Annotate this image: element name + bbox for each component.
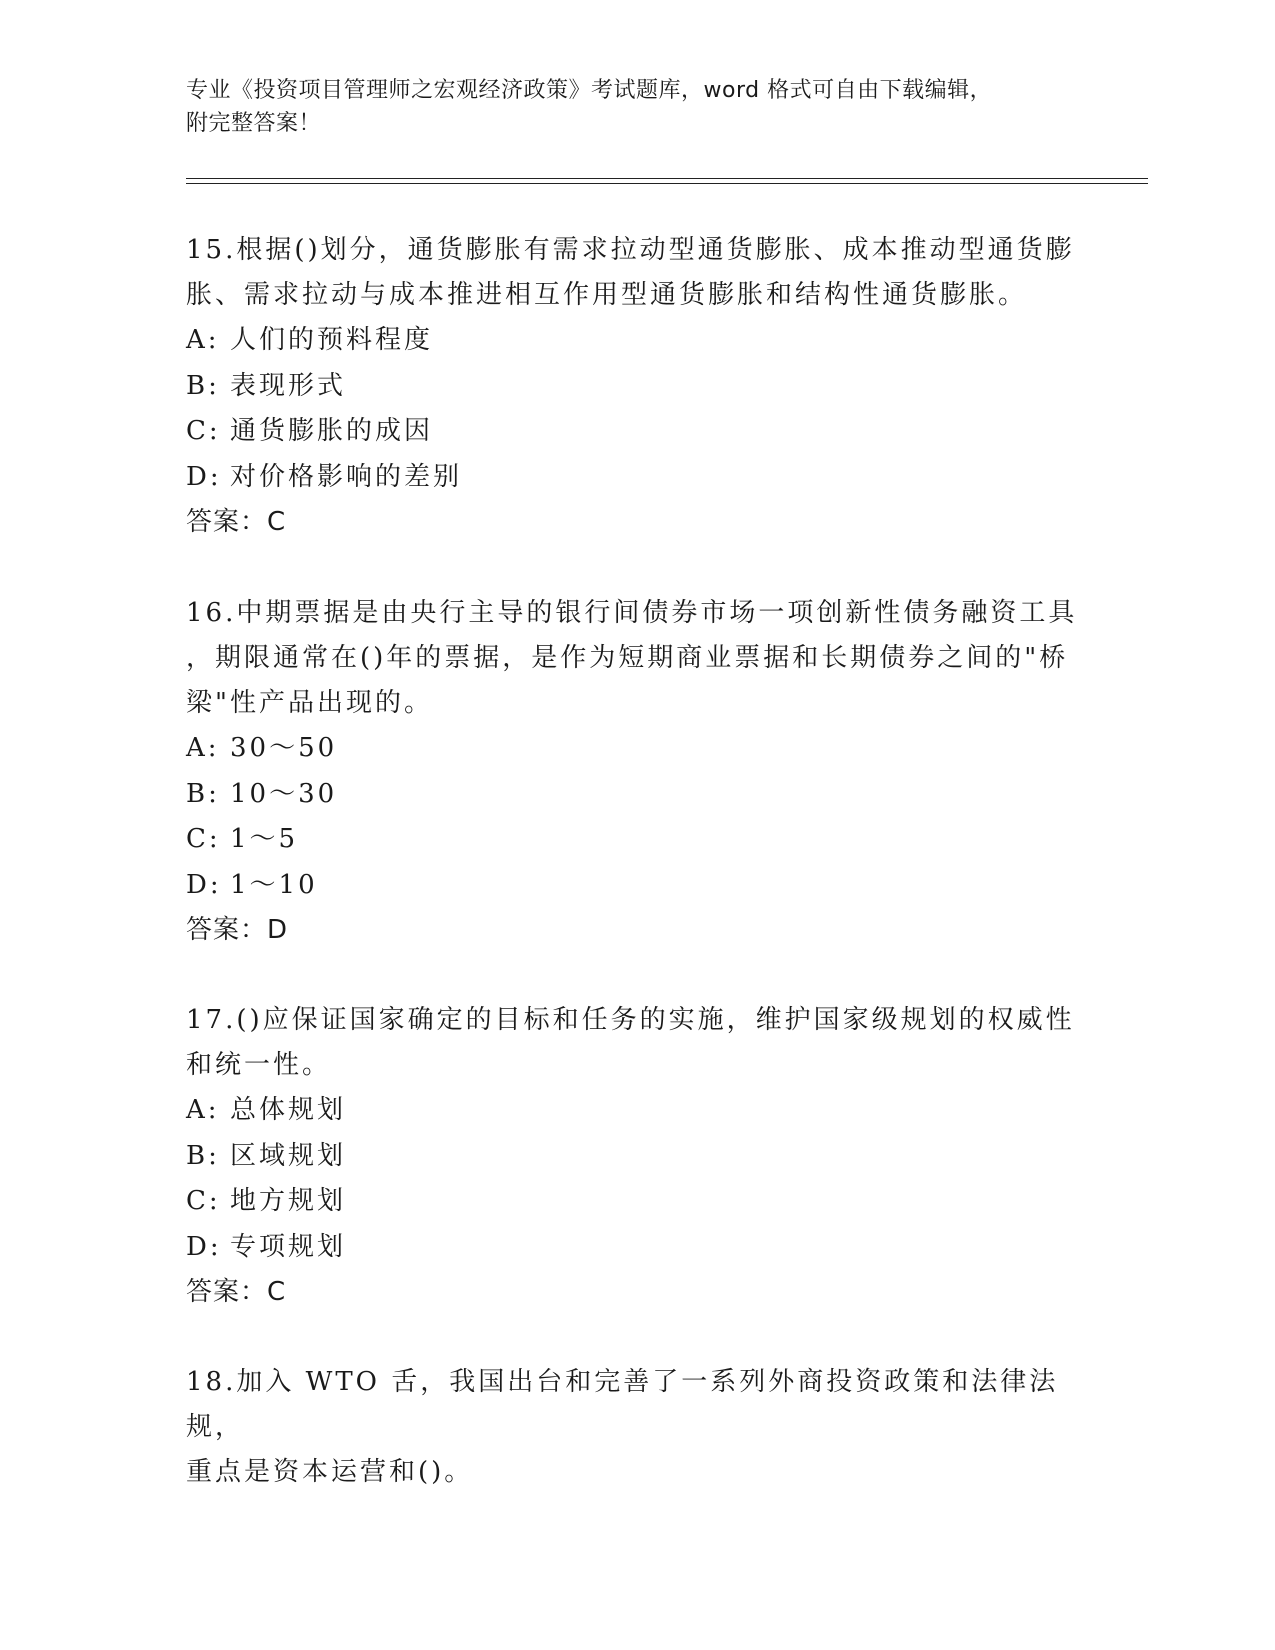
option-text: 表现形式 bbox=[230, 370, 347, 401]
option-c bbox=[186, 817, 1086, 863]
question-15 bbox=[186, 228, 1086, 545]
option-d bbox=[186, 863, 1086, 909]
option-text: 通货膨胀的成因 bbox=[230, 416, 434, 446]
answer-line: 答案：D bbox=[186, 915, 289, 945]
option-c bbox=[186, 1179, 1086, 1225]
option-label: D: bbox=[186, 1231, 222, 1262]
option-text: 区域规划 bbox=[230, 1140, 347, 1171]
option-a bbox=[186, 318, 1086, 364]
option-text: 30～50 bbox=[230, 733, 338, 763]
option-label: D: bbox=[186, 461, 222, 492]
question-stem-line: 16.中期票据是由央行主导的银行间债券市场一项创新性债务融资工具 bbox=[186, 598, 1078, 628]
option-text: 对价格影响的差别 bbox=[230, 461, 463, 492]
option-label: A: bbox=[186, 325, 220, 355]
question-stem-line: 梁"性产品出现的。 bbox=[186, 688, 433, 718]
option-text: 10～30 bbox=[230, 778, 338, 809]
question-stem-line: 胀、需求拉动与成本推进相互作用型通货膨胀和结构性通货膨胀。 bbox=[186, 280, 1028, 310]
option-text: 专项规划 bbox=[230, 1231, 347, 1262]
option-text: 地方规划 bbox=[230, 1186, 347, 1216]
question-stem-line: 15.根据()划分，通货膨胀有需求拉动型通货膨胀、成本推动型通货膨 bbox=[186, 235, 1075, 265]
option-d bbox=[186, 1225, 1086, 1271]
document-header bbox=[186, 74, 1086, 140]
option-label: A: bbox=[186, 1095, 220, 1125]
option-b bbox=[186, 772, 1086, 818]
option-text: 总体规划 bbox=[230, 1095, 347, 1125]
option-label: C: bbox=[186, 416, 221, 446]
option-b bbox=[186, 1134, 1086, 1180]
question-stem-line: ，期限通常在()年的票据，是作为短期商业票据和长期债券之间的"桥 bbox=[186, 643, 1069, 673]
option-c bbox=[186, 409, 1086, 455]
question-stem-line: 18.加入 WTO 舌，我国出台和完善了一系列外商投资政策和法律法规， bbox=[186, 1367, 1059, 1442]
header-line-1: 专业《投资项目管理师之宏观经济政策》考试题库，word 格式可自由下载编辑， bbox=[186, 78, 993, 103]
question-17 bbox=[186, 998, 1086, 1315]
option-label: B: bbox=[186, 778, 220, 809]
option-a bbox=[186, 1088, 1086, 1134]
answer-line: 答案：C bbox=[186, 1277, 287, 1307]
option-label: D: bbox=[186, 869, 222, 900]
answer-line: 答案：C bbox=[186, 507, 287, 537]
question-16 bbox=[186, 591, 1086, 953]
question-stem-line: 重点是资本运营和()。 bbox=[186, 1457, 474, 1487]
option-label: C: bbox=[186, 824, 221, 854]
option-label: A: bbox=[186, 733, 220, 763]
option-text: 人们的预料程度 bbox=[230, 325, 434, 355]
header-divider-bottom bbox=[186, 183, 1148, 184]
option-label: B: bbox=[186, 1140, 220, 1171]
question-stem-line: 17.()应保证国家确定的目标和任务的实施，维护国家级规划的权威性 bbox=[186, 1005, 1075, 1035]
option-b bbox=[186, 364, 1086, 410]
option-label: B: bbox=[186, 370, 220, 401]
header-divider-top bbox=[186, 178, 1148, 179]
question-18 bbox=[186, 1360, 1086, 1495]
option-label: C: bbox=[186, 1186, 221, 1216]
option-text: 1～10 bbox=[230, 869, 318, 900]
option-a bbox=[186, 726, 1086, 772]
header-line-2: 附完整答案！ bbox=[186, 111, 322, 136]
option-d bbox=[186, 455, 1086, 501]
question-stem-line: 和统一性。 bbox=[186, 1050, 332, 1080]
option-text: 1～5 bbox=[230, 824, 299, 854]
